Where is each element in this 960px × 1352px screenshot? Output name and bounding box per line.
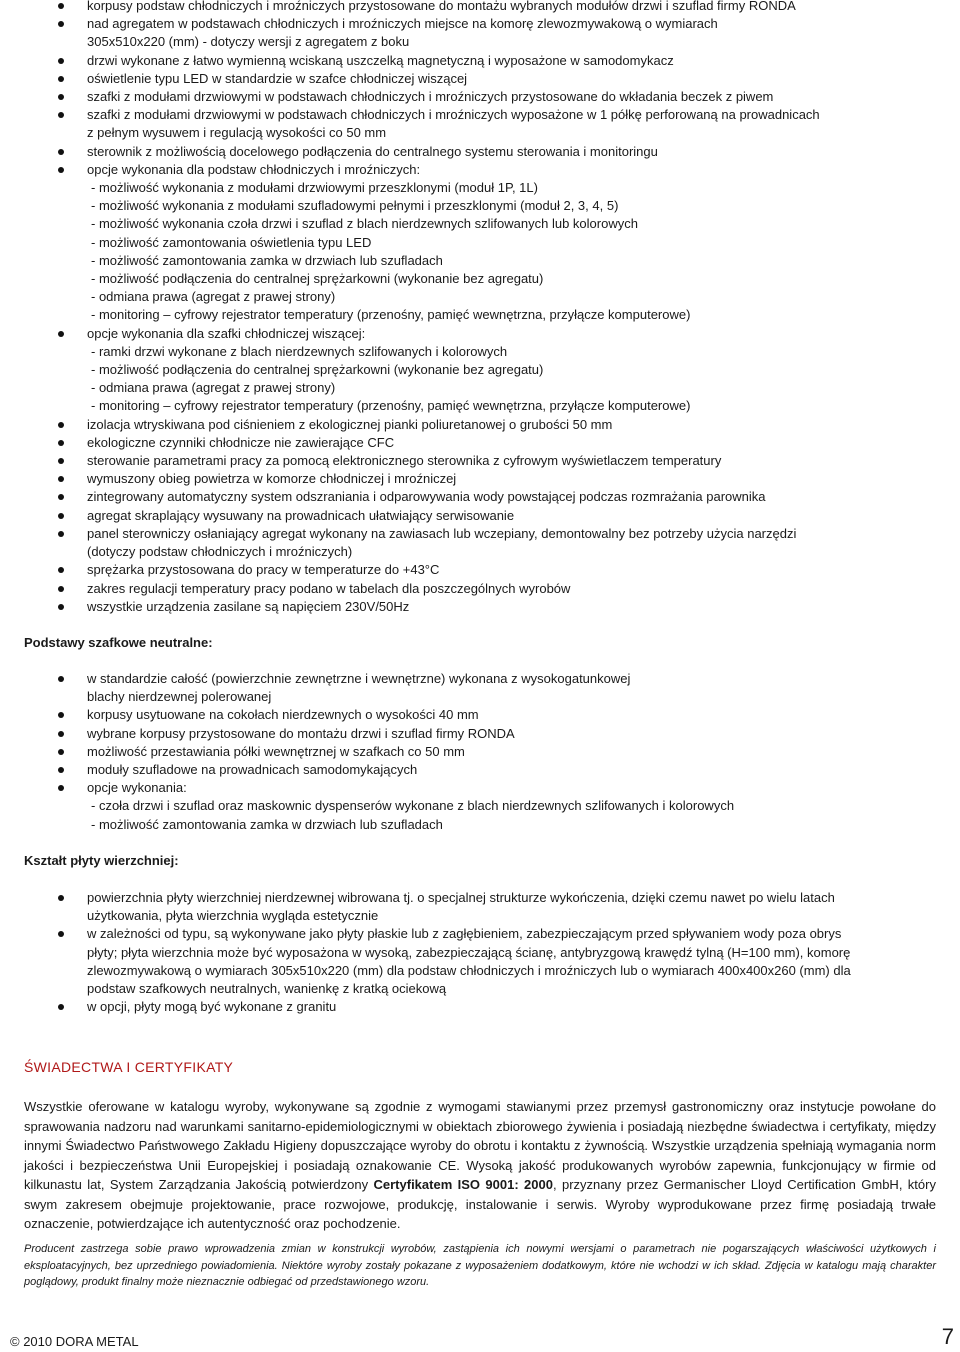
certificates-text-1: Wszystkie oferowane w katalogu wyroby, wykonywane są zgodnie z wymogami stawianymi przez przemysł gastronomiczny oraz instytucje powołane do sprawowania nadzoru nad warunkami sanitarno-epidemiologicznymi w obiektach zbiorowego żywienia i posiadają niezbędne świadectwa i certyfikaty, między innymi Świadectwo Państwowego Zakładu Higieny dopuszczające wyroby do obrotu i kontaktu z żywnością. Wszystkie urządzenia spełniają wymagania norm jakości i bezpieczeństwa Unii Europejskiej i posiadają oznakowanie CE. Wysoką jakość produkowanych wyrobów zapewnia, funkcjonujący w firmie od kilkunastu lat, System Zarządzania Jakością potwierdzony	[24, 1099, 936, 1192]
list-item	[0, 706, 960, 724]
list-item-text: wymuszony obieg powietrza w komorze chłodniczej i mroźniczej	[87, 471, 457, 487]
list-item-subline: zlewozmywakową o wymiarach 305x510x220 (mm) dla podstaw chłodniczych i mroźniczych lub o wymiarach 400x400x260 (mm) dla	[87, 962, 851, 978]
bullet-icon	[58, 586, 64, 592]
list-item	[0, 725, 960, 743]
certificates-paragraph	[24, 1097, 936, 1234]
copyright-footer: © 2010 DORA METAL	[10, 1334, 139, 1349]
certificates-heading: ŚWIADECTWA I CERTYFIKATY	[24, 1059, 234, 1075]
bullet-icon	[58, 94, 64, 100]
bullet-icon	[58, 21, 64, 27]
bullet-icon	[58, 785, 64, 791]
list-item-text: szafki z modułami drzwiowymi w podstawach chłodniczych i mroźniczych wyposażone w 1 półkę perforowaną na prowadnicach	[87, 107, 820, 123]
list-item-subline: blachy nierdzewnej polerowanej	[87, 689, 272, 705]
list-item-text: opcje wykonania dla szafki chłodniczej wiszącej:	[87, 325, 366, 341]
list-item-text: wybrane korpusy przystosowane do montażu drzwi i szuflad firmy RONDA	[87, 725, 515, 741]
list-item-subline: - czoła drzwi i szuflad oraz maskownic dyspenserów wykonane z blach nierdzewnych szlifowanych i kolorowych	[91, 798, 735, 814]
list-item	[0, 743, 960, 761]
list-item	[0, 598, 960, 616]
list-item-subline: - możliwość podłączenia do centralnej sprężarkowni (wykonanie bez agregatu)	[91, 271, 544, 287]
list-item-subline: z pełnym wysuwem i regulacją wysokości co 50 mm	[87, 125, 387, 141]
list-item-text: izolacja wtryskiwana pod ciśnieniem z ekologicznej pianki poliuretanowej o grubości 50 mm	[87, 416, 613, 432]
list-item	[0, 52, 960, 70]
bullet-icon	[58, 1004, 64, 1010]
list-item	[0, 507, 960, 525]
list-item-subline: - monitoring – cyfrowy rejestrator temperatury (przenośny, pamięć wewnętrzna, przyłącze komputerowe)	[91, 307, 691, 323]
list-item-subline: - możliwość zamontowania zamka w drzwiach lub szufladach	[91, 252, 443, 268]
section-label-neutral: Podstawy szafkowe neutralne:	[24, 635, 213, 650]
list-item	[0, 15, 960, 51]
list-item-text: moduły szufladowe na prowadnicach samodomykających	[87, 762, 418, 778]
neutral-base-list	[0, 670, 960, 834]
list-item-text: wszystkie urządzenia zasilane są napięciem 230V/50Hz	[87, 598, 410, 614]
list-item-text: możliwość przestawiania półki wewnętrznej w szafkach co 50 mm	[87, 743, 465, 759]
list-item-text: drzwi wykonane z łatwo wymienną wciskaną uszczelką magnetyczną i wyposażone w samodomykacz	[87, 52, 674, 68]
list-item-subline: (dotyczy podstaw chłodniczych i mroźniczych)	[87, 544, 353, 560]
list-item	[0, 416, 960, 434]
list-item	[0, 470, 960, 488]
disclaimer-note: Producent zastrzega sobie prawo wprowadzenia zmian w konstrukcji wyrobów, zastąpienia ich nowymi wersjami o parametrach nie pogarszających właściwości użytkowych i eksploatacyjnych, bez uprzedniego powiadomienia. Niektóre wyroby zostały pokazane z wyposażeniem dodatkowym, które nie wchodzi w ich skład. Zdjęcia w katalogu mają charakter poglądowy, produkt finalny może nieznacznie odbiegać od przedstawionego wzoru.	[24, 1243, 936, 1288]
list-item-subline: - odmiana prawa (agregat z prawej strony)	[91, 289, 336, 305]
list-item-text: opcje wykonania:	[87, 780, 187, 796]
list-item	[0, 106, 960, 142]
list-item-text: zakres regulacji temperatury pracy podano w tabelach dla poszczególnych wyrobów	[87, 580, 571, 596]
list-item-text: ekologiczne czynniki chłodnicze nie zawierające CFC	[87, 434, 395, 450]
bullet-icon	[58, 749, 64, 755]
certificates-text-2: , przyznany przez Germanischer Lloyd Certification GmbH, który swym zakresem obejmuje projektowanie, prace rozwojowe, produkcję, instalowanie i serwis. Wyroby wyprodukowane przez firmę posiadają trwałe oznaczenie, potwierdzające ich autentyczność oraz pochodzenie.	[24, 1177, 936, 1231]
list-item-text: zintegrowany automatyczny system odszraniania i odparowywania wody powstającej podczas rozmrażania parownika	[87, 489, 766, 505]
bullet-icon	[58, 440, 64, 446]
bullet-icon	[58, 167, 64, 173]
list-item	[0, 525, 960, 561]
bullet-icon	[58, 76, 64, 82]
list-item	[0, 70, 960, 88]
list-item-text: sprężarka przystosowana do pracy w temperaturze do +43°C	[87, 562, 440, 578]
list-item-text: szafki z modułami drzwiowymi w podstawach chłodniczych i mroźniczych przystosowane do wkładania beczek z piwem	[87, 89, 774, 105]
list-item-subline: - możliwość zamontowania oświetlenia typu LED	[91, 234, 372, 250]
list-item-subline: podstaw szafkowych neutralnych, wanienkę z kratką ociekową	[87, 981, 447, 997]
bullet-icon	[58, 58, 64, 64]
bullet-icon	[58, 676, 64, 682]
section-label-top-plate: Kształt płyty wierzchniej:	[24, 853, 179, 868]
bullet-icon	[58, 712, 64, 718]
list-item	[0, 143, 960, 161]
bullet-icon	[58, 331, 64, 337]
bullet-icon	[58, 931, 64, 937]
list-item-text: panel sterowniczy osłaniający agregat wykonany na zawiasach lub wczepiany, demontowalny bez potrzeby użycia narzędzi	[87, 525, 797, 541]
list-item-subline: użytkowania, płyta wierzchnia wygląda estetycznie	[87, 908, 379, 924]
list-item-text: nad agregatem w podstawach chłodniczych i mroźniczych miejsce na komorę zlewozmywakową o wymiarach	[87, 16, 718, 32]
list-item-text: w zależności od typu, są wykonywane jako płyty płaskie lub z zagłębieniem, zabezpieczającym przed spływaniem wody poza obrys	[87, 926, 842, 942]
list-item-subline: - odmiana prawa (agregat z prawej strony)	[91, 380, 336, 396]
list-item-subline: płyty; płyta wierzchnia może być wyposażona w wysoką, zabezpieczającą ścianę, antybryzgową krawędź tylną (H=100 mm), komorę	[87, 944, 851, 960]
bullet-icon	[58, 567, 64, 573]
certificates-iso-bold: Certyfikatem ISO 9001: 2000	[373, 1177, 553, 1192]
page-number: 7	[941, 1324, 954, 1349]
list-item	[0, 670, 960, 706]
list-item-text: w opcji, płyty mogą być wykonane z granitu	[87, 999, 337, 1015]
list-item-subline: 305x510x220 (mm) - dotyczy wersji z agregatem z boku	[87, 34, 410, 50]
list-item-text: oświetlenie typu LED w standardzie w szafce chłodniczej wiszącej	[87, 70, 468, 86]
list-item	[0, 161, 960, 325]
list-item-text: sterownik z możliwością docelowego podłączenia do centralnego systemu sterowania i monitoringu	[87, 143, 658, 159]
bullet-icon	[58, 476, 64, 482]
bullet-icon	[58, 149, 64, 155]
list-item	[0, 889, 960, 925]
list-item	[0, 488, 960, 506]
list-item	[0, 925, 960, 998]
list-item	[0, 580, 960, 598]
bullet-icon	[58, 531, 64, 537]
list-item-text: agregat skraplający wysuwany na prowadnicach ułatwiający serwisowanie	[87, 507, 515, 523]
features-list	[0, 0, 960, 616]
bullet-icon	[58, 767, 64, 773]
bullet-icon	[58, 458, 64, 464]
list-item-subline: - możliwość wykonania czoła drzwi i szuflad z blach nierdzewnych szlifowanych lub kolorowych	[91, 216, 638, 232]
list-item	[0, 761, 960, 779]
list-item	[0, 434, 960, 452]
list-item-subline: - możliwość podłączenia do centralnej sprężarkowni (wykonanie bez agregatu)	[91, 362, 544, 378]
list-item-subline: - monitoring – cyfrowy rejestrator temperatury (przenośny, pamięć wewnętrzna, przyłącze komputerowe)	[91, 398, 691, 414]
list-item-subline: - możliwość wykonania z modułami drzwiowymi przeszklonymi (moduł 1P, 1L)	[91, 180, 538, 196]
list-item	[0, 0, 960, 15]
bullet-icon	[58, 112, 64, 118]
top-plate-list	[0, 889, 960, 1016]
bullet-icon	[58, 513, 64, 519]
list-item	[0, 88, 960, 106]
list-item-text: w standardzie całość (powierzchnie zewnętrzne i wewnętrzne) wykonana z wysokogatunkowej	[87, 671, 631, 686]
bullet-icon	[58, 731, 64, 737]
bullet-icon	[58, 895, 64, 901]
list-item-subline: - możliwość zamontowania zamka w drzwiach lub szufladach	[91, 816, 443, 832]
list-item-subline: - możliwość wykonania z modułami szufladowymi pełnymi i przeszklonymi (moduł 2, 3, 4, 5)	[91, 198, 619, 214]
bullet-icon	[58, 422, 64, 428]
list-item	[0, 561, 960, 579]
list-item-text: powierzchnia płyty wierzchniej nierdzewnej wibrowana tj. o specjalnej strukturze wykończenia, dzięki czemu nawet po wielu latach	[87, 890, 835, 905]
list-item-text: korpusy usytuowane na cokołach nierdzewnych o wysokości 40 mm	[87, 707, 479, 723]
list-item-text: sterowanie parametrami pracy za pomocą elektronicznego sterownika z cyfrowym wyświetlaczem temperatury	[87, 453, 722, 469]
list-item	[0, 779, 960, 834]
bullet-icon	[58, 494, 64, 500]
bullet-icon	[58, 604, 64, 610]
list-item-text: opcje wykonania dla podstaw chłodniczych i mroźniczych:	[87, 161, 421, 177]
list-item-subline: - ramki drzwi wykonane z blach nierdzewnych szlifowanych i kolorowych	[91, 343, 508, 359]
list-item	[0, 998, 960, 1016]
list-item	[0, 325, 960, 416]
list-item	[0, 452, 960, 470]
bullet-icon	[58, 3, 64, 9]
list-item-text: korpusy podstaw chłodniczych i mroźniczych przystosowane do montażu wybranych modułów drzwi i szuflad firmy RONDA	[87, 0, 796, 13]
